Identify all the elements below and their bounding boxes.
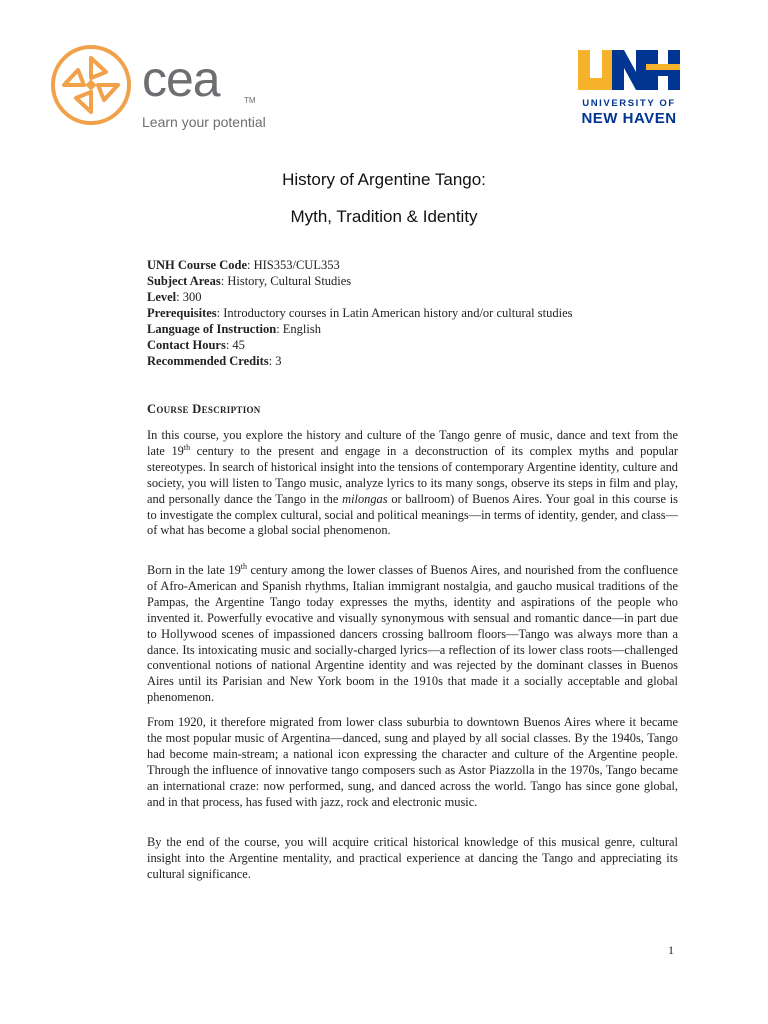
text-run: Born in the late 19 [147, 563, 241, 577]
text-run: or ballroom) of Buenos Aires. Your goal in this course is to investigate the complex cultural, social and political meanings—in terms of identity, gender, and class—of what has become a global social phenomenon. [147, 491, 679, 538]
paragraph-3 [147, 715, 678, 819]
unh-line-new-haven: NEW HAVEN [581, 110, 677, 127]
page-number: 1 [668, 943, 674, 957]
paragraph-text [147, 563, 678, 706]
meta-value: : Introductory courses in Latin American history and/or cultural studies [216, 306, 573, 320]
meta-row-language [147, 321, 687, 337]
text-run: In this course, you explore the history and culture of the Tango genre of music, dance and text from the late 19 [147, 428, 678, 458]
paragraph-text: From 1920, it therefore migrated from lower class suburbia to downtown Buenos Aires where it became the most popular music of Argentina—danced, sung and played by all social classes. By the 1940s, Tango had become main-stream; a national icon expressing the character and culture of the Argentine people. Through the influence of innovative tango composers such as Astor Piazzolla in the 1970s, Tango became an international craze: now performed, sung, and danced across the world. Tango has since gone global, and in that process, has fused with jazz, rock and electronic music. [147, 715, 678, 809]
meta-value: : English [276, 322, 321, 336]
paragraph-text [147, 428, 678, 539]
paragraph-2 [147, 563, 678, 715]
meta-row-course-code [147, 257, 687, 273]
meta-value: : History, Cultural Studies [220, 274, 352, 288]
unh-logo [574, 50, 684, 130]
course-meta [147, 257, 687, 369]
unh-monogram-icon [576, 50, 680, 94]
meta-label: Level [147, 290, 177, 304]
meta-row-prerequisites [147, 305, 687, 321]
meta-value: : 3 [268, 354, 282, 368]
meta-row-level [147, 289, 687, 305]
superscript: th [183, 442, 191, 452]
italic-term: milongas [342, 491, 388, 506]
meta-label: UNH Course Code [147, 258, 247, 272]
meta-label: Prerequisites [147, 306, 217, 320]
meta-value: : 300 [176, 290, 202, 304]
text-run: century to the present and engage in a deconstruction of its complex myths and popular stereotypes. In search of historical insight into the tensions of contemporary Argentine identity, culture and society, you will listen to Tango music, analyze lyrics to its many songs, observe its steps in film and play, and personally dance the Tango in the [147, 443, 678, 506]
section-heading: Course Description [147, 402, 261, 416]
text-run: century among the lower classes of Buenos Aires, and nourished from the confluence of Afro-American and Spanish rhythms, Italian immigrant nostalgia, and gaucho musical traditions of the Pampas, the Argentine Tango today expresses the myths, identity and aspirations of the people who invented it. Powerfully evocative and visually synonymous with sensual and romantic dance—in part due to Hollywood scenes of impassioned dancers crossing ballroom floors—Tango was always more than a dance. Its intoxicating music and socially-charged lyrics—a reflection of its lower class roots—challenged conventional notions of national Argentine identity and was rejected by the dominant classes in Buenos Aires until its Parisian and New York boom in the 1910s that made it a socially acceptable and global phenomenon. [147, 563, 678, 705]
cea-flower-logo-icon [50, 44, 132, 126]
meta-value: : 45 [225, 338, 245, 352]
meta-row-credits [147, 353, 687, 369]
paragraph-4 [147, 835, 678, 892]
page-title: History of Argentine Tango: [282, 170, 486, 189]
meta-row-subject-areas [147, 273, 687, 289]
cea-tagline: Learn your potential [142, 114, 266, 130]
superscript: th [240, 561, 247, 571]
page-subtitle: Myth, Tradition & Identity [290, 207, 478, 226]
cea-logo [50, 44, 290, 134]
meta-label: Contact Hours [147, 338, 226, 352]
cea-wordmark: cea [142, 51, 220, 107]
unh-line-university-of: UNIVERSITY OF [582, 98, 676, 109]
cea-trademark: TM [244, 96, 256, 105]
meta-label: Recommended Credits [147, 354, 269, 368]
meta-value: : HIS353/CUL353 [247, 258, 340, 272]
paragraph-1 [147, 428, 678, 548]
paragraph-text: By the end of the course, you will acquire critical historical knowledge of this musical genre, cultural insight into the Argentine mentality, and practical experience at dancing the Tango and appreciating its cultural significance. [147, 835, 678, 881]
meta-label: Language of Instruction [147, 322, 277, 336]
meta-row-contact-hours [147, 337, 687, 353]
meta-label: Subject Areas [147, 274, 221, 288]
